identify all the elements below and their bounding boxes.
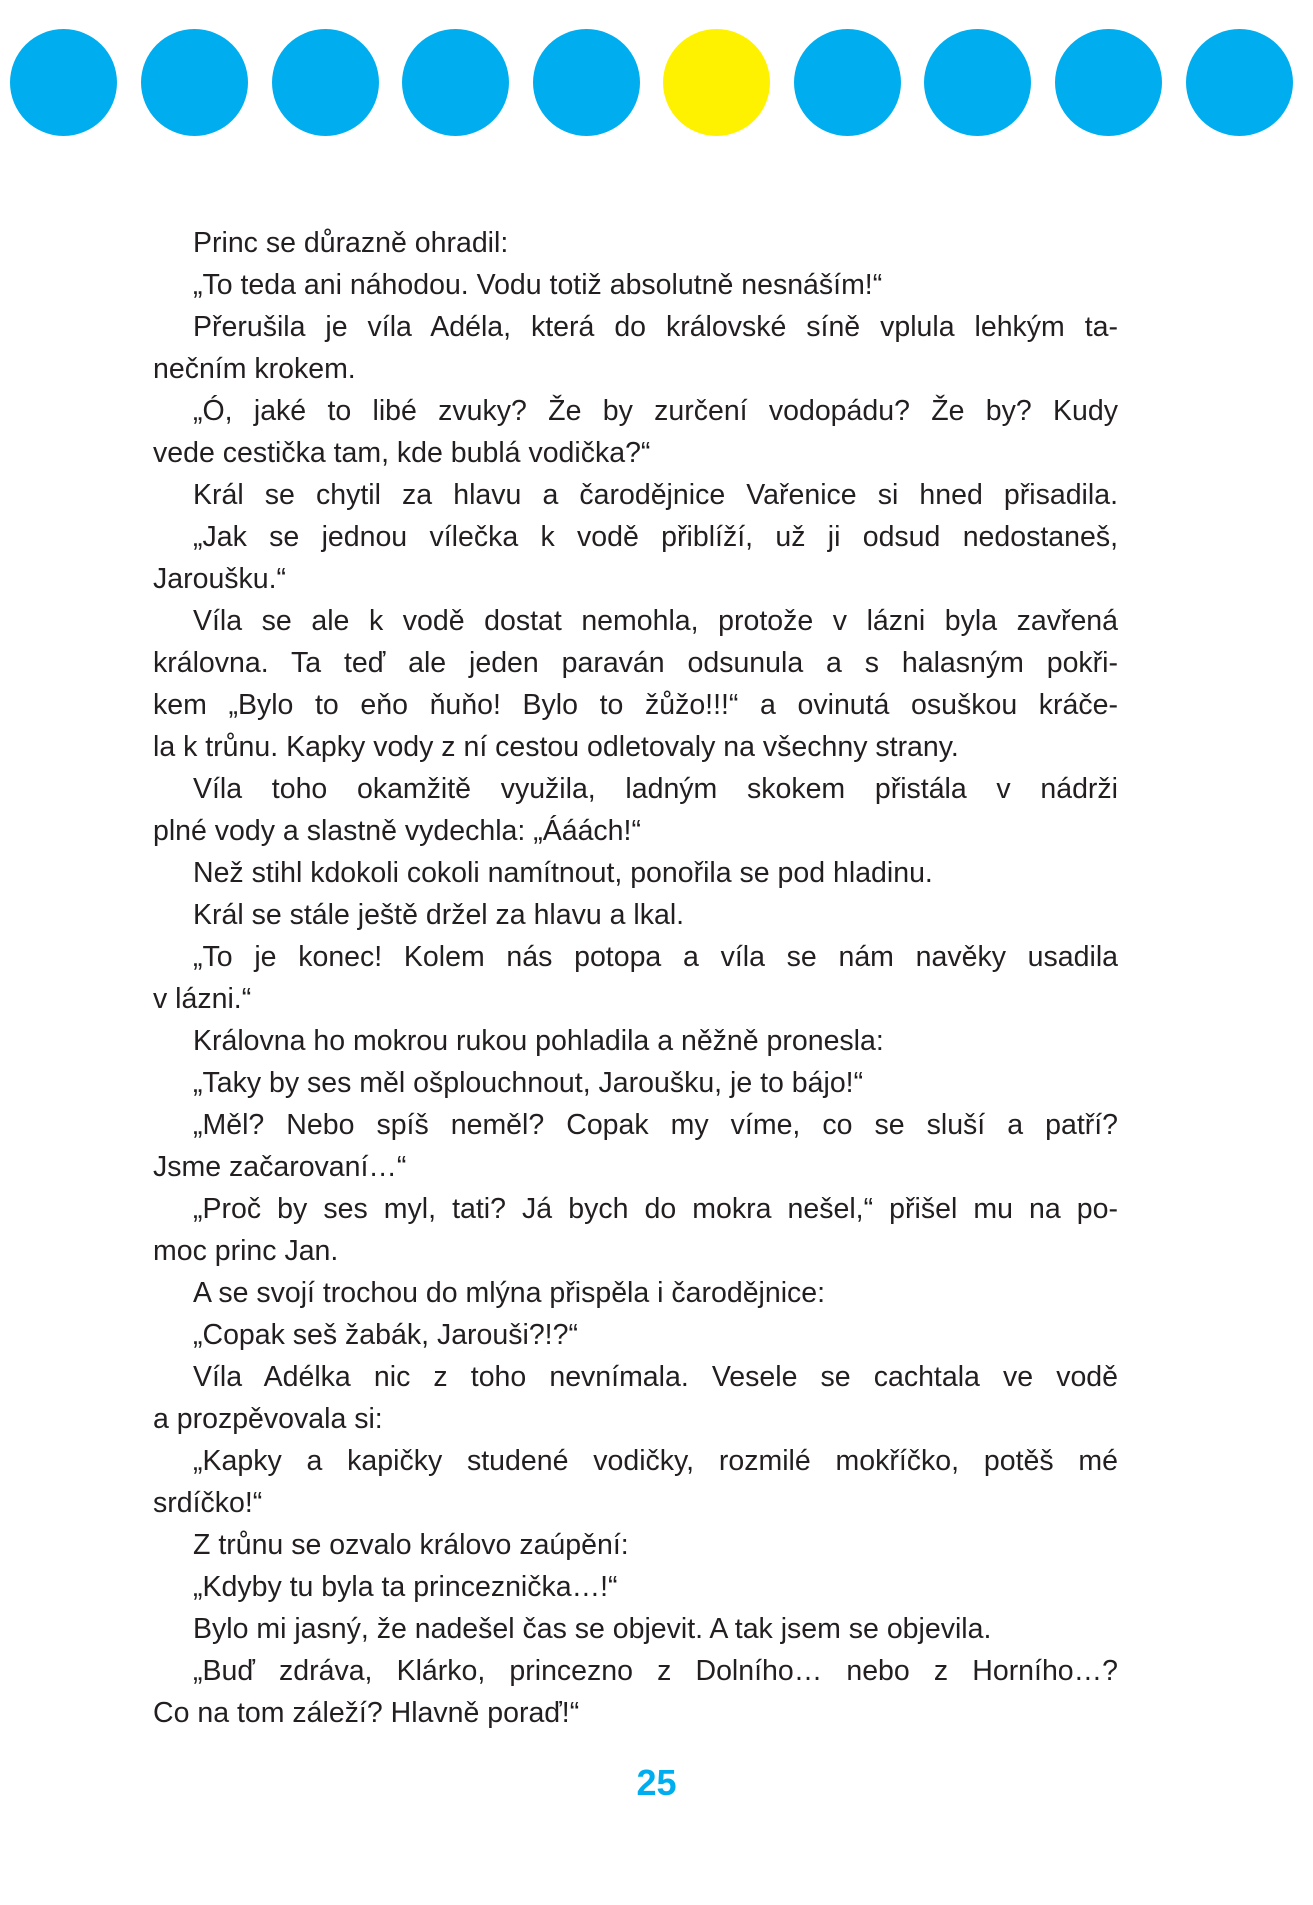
text-line: „Ó, jaké to libé zvuky? Že by zurčení vodopádu? Že by? Kudy (193, 395, 1118, 427)
text-line: Král se chytil za hlavu a čarodějnice Vařenice si hned přisadila. (193, 479, 1118, 511)
progress-dot (272, 29, 379, 136)
text-line: „Kdyby tu byla ta princeznička…!“ (193, 1571, 618, 1603)
progress-dot (794, 29, 901, 136)
text-line: Princ se důrazně ohradil: (193, 227, 509, 259)
text-line: Co na tom záleží? Hlavně poraď!“ (153, 1697, 580, 1729)
text-line: „Kapky a kapičky studené vodičky, rozmilé mokříčko, potěš mé (193, 1445, 1118, 1477)
text-line: moc princ Jan. (153, 1235, 339, 1267)
text-line: vede cestička tam, kde bublá vodička?“ (153, 437, 651, 469)
story-text (153, 222, 1118, 1734)
text-line: Bylo mi jasný, že nadešel čas se objevit. A tak jsem se objevila. (193, 1613, 992, 1645)
text-line: plné vody a slastně vydechla: „Ááách!“ (153, 815, 641, 847)
text-line: Víla toho okamžitě využila, ladným skokem přistála v nádrži (193, 773, 1118, 805)
text-line: la k trůnu. Kapky vody z ní cestou odletovaly na všechny strany. (153, 731, 959, 763)
text-line: Král se stále ještě držel za hlavu a lkal. (193, 899, 685, 931)
text-line: „Buď zdráva, Klárko, princezno z Dolního… nebo z Horního…? (193, 1655, 1118, 1687)
text-line: nečním krokem. (153, 353, 356, 385)
page-number: 25 (636, 1762, 677, 1803)
text-line: Královna ho mokrou rukou pohladila a něžně pronesla: (193, 1025, 884, 1057)
chapter-progress-dots (0, 29, 1313, 137)
text-line: Přerušila je víla Adéla, která do královské síně vplula lehkým ta- (193, 311, 1118, 343)
text-line: „To je konec! Kolem nás potopa a víla se nám navěky usadila (193, 941, 1118, 973)
text-line: srdíčko!“ (153, 1487, 263, 1519)
progress-dot (924, 29, 1031, 136)
text-line: Než stihl kdokoli cokoli namítnout, ponořila se pod hladinu. (193, 857, 933, 889)
progress-dot (141, 29, 248, 136)
progress-dot-active (663, 29, 770, 136)
text-line: královna. Ta teď ale jeden paraván odsunula a s halasným pokři- (153, 647, 1118, 679)
progress-dot (10, 29, 117, 136)
progress-dot (402, 29, 509, 136)
text-line: a prozpěvovala si: (153, 1403, 383, 1435)
progress-dot (1055, 29, 1162, 136)
text-line: Z trůnu se ozvalo královo zaúpění: (193, 1529, 629, 1561)
text-line: „Taky by ses měl ošplouchnout, Jaroušku, je to bájo!“ (193, 1067, 864, 1099)
text-line: „To teda ani náhodou. Vodu totiž absolutně nesnáším!“ (193, 269, 883, 301)
progress-dot (1186, 29, 1293, 136)
text-line: Víla Adélka nic z toho nevnímala. Vesele se cachtala ve vodě (193, 1361, 1118, 1393)
text-line: v lázni.“ (153, 983, 252, 1015)
text-line: Jsme začarovaní…“ (153, 1151, 407, 1183)
text-line: kem „Bylo to eňo ňuňo! Bylo to žůžo!!!“ a ovinutá osuškou kráče- (153, 689, 1118, 721)
text-line: Jaroušku.“ (153, 563, 287, 595)
text-line: „Jak se jednou vílečka k vodě přiblíží, už ji odsud nedostaneš, (193, 521, 1118, 553)
text-line: A se svojí trochou do mlýna přispěla i čarodějnice: (193, 1277, 826, 1309)
text-line: „Proč by ses myl, tati? Já bych do mokra nešel,“ přišel mu na po- (193, 1193, 1118, 1225)
text-line: Víla se ale k vodě dostat nemohla, protože v lázni byla zavřená (193, 605, 1118, 637)
progress-dot (533, 29, 640, 136)
text-line: „Měl? Nebo spíš neměl? Copak my víme, co se sluší a patří? (193, 1109, 1118, 1141)
text-line: „Copak seš žabák, Jarouši?!?“ (193, 1319, 578, 1351)
